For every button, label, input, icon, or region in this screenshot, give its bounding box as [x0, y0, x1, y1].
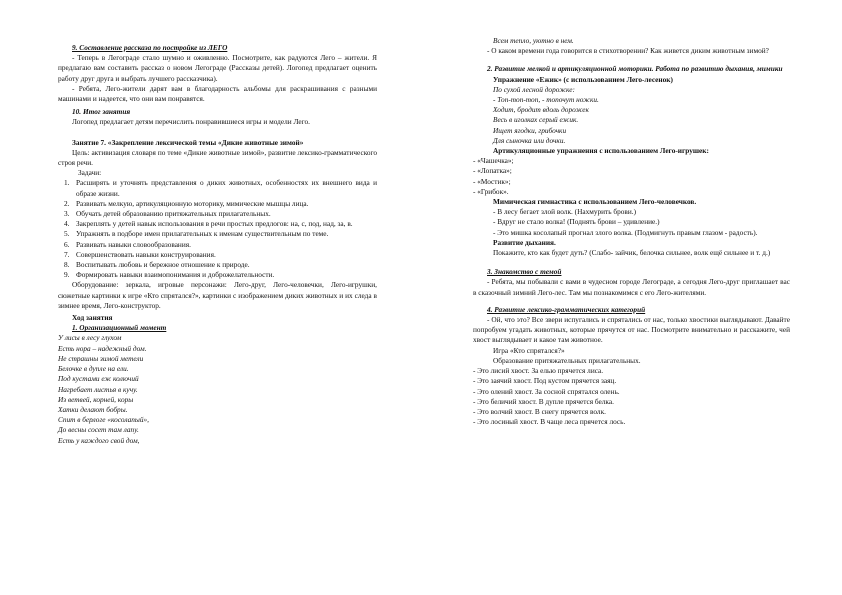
section-3-title: 3. Знакомство с темой: [487, 267, 562, 277]
game-subtitle: Образование притяжательных прилагательных.: [493, 355, 641, 365]
poem-line: Нагребает листья в кучу.: [58, 384, 138, 394]
poem-line: Не страшны зимой метели: [58, 353, 144, 363]
section-10-paragraph: Логопед предлагает детям перечислить понравившиеся игры и модели Лего.: [72, 117, 310, 127]
mimic-line-1: - В лесу бегает злой волк. (Нахмурить брови.): [493, 207, 637, 217]
right-column: [473, 36, 790, 427]
hedgehog-poem: [473, 85, 790, 146]
list-item: - Это беличий хвост. В дупле прячется белка.: [473, 396, 614, 406]
mimic-line-2: - Вдруг не стало волка! (Поднять брови – удивление.): [493, 217, 660, 227]
poem-line: По сухой лесной дорожке:: [493, 84, 575, 94]
poem-line: Ходит, бродит вдоль дорожек: [493, 105, 589, 115]
breath-label: Развитие дыхания.: [493, 237, 556, 247]
course-label: Ход занятия: [72, 313, 113, 323]
poem-line: Под кустами еж колючий: [58, 374, 139, 384]
section-4-title: 4. Развитие лексико-грамматических категорий: [487, 304, 646, 314]
lesson-goal: Цель: активизация словаря по теме «Дикие животные зимой», развитие лексико-грамматического строя речи.: [58, 147, 377, 168]
list-item: 7. Совершенствовать навыки конструирования.: [64, 249, 216, 259]
list-item: 6. Развивать навыки словообразования.: [64, 239, 191, 249]
poem-line: Есть нора – надежный дом.: [58, 343, 147, 353]
list-item: 2. Развивать мелкую, артикуляционную моторику, мимические мышцы лица.: [64, 198, 309, 208]
list-item: - «Чашечка»;: [473, 156, 514, 166]
list-item: 3. Обучать детей образованию притяжательных прилагательных.: [64, 209, 271, 219]
poem-line: Есть у каждого свой дом,: [58, 435, 140, 445]
poem-line: - Топ-топ-топ, - топочут ножки.: [493, 95, 599, 105]
section-2-title: 2. Развитие мелкой и артикуляционной моторики. Работа по развитию дыхания, мимики: [487, 64, 783, 74]
section-9-paragraph-2: - Ребята, Лего-жители дарят вам в благодарность альбомы для раскрашивания с разными машинами и надеется, что они вам понравятся.: [58, 83, 377, 104]
list-item: - Это лосиный хвост. В чаще леса прячется лось.: [473, 417, 626, 427]
list-item: - «Лопатка»;: [473, 166, 512, 176]
section-4-paragraph: - Ой, что это? Все звери испугались и спрятались от нас, только хвостики выглядывают. Давайте попробуем угадать животных, которые прячутся от нас. Посмотрите внимательно и расскажите, чей хвост выглядывает и какое там животное.: [473, 315, 790, 345]
list-item: - «Мостик»;: [473, 176, 511, 186]
list-item: 1. Расширять и уточнять представления о диких животных, особенностях их внешнего вида и образе жизни.: [64, 178, 377, 198]
game-title: Игра «Кто спрятался?»: [493, 345, 565, 355]
exercise-1-label: Упражнение «Ежик» (с использованием Лего-лесенок): [493, 74, 673, 84]
section-3-paragraph: - Ребята, мы побывали с вами в чудесном городе Легограде, а сегодня Лего-друг приглашает вас в сказочный зимний Лего-лес. Там мы познакомимся с его Лего-жителями.: [473, 277, 790, 297]
mimic-line-3: - Это мишка косолапый прогнал злого волка. (Подмигнуть правым глазом - радость).: [493, 227, 758, 237]
poem-line: До весны сосет там лапу.: [58, 425, 139, 435]
poem-line: Для сыночка или дочки.: [493, 135, 566, 145]
poem-line: Спит в берлоге «косолапый»,: [58, 415, 149, 425]
poem-line: Ищет ягодки, грибочки: [493, 125, 567, 135]
section-9-title: 9. Составление рассказа по постройке из ЛЕГО: [72, 43, 228, 52]
poem-line: Хатки делают бобры.: [58, 404, 128, 414]
list-item: 8. Воспитывать любовь и бережное отношение к природе.: [64, 260, 250, 270]
poem: [58, 333, 377, 445]
list-item: 4. Закреплять у детей навык использования в речи простых предлогов: на, с, под, над, за, в.: [64, 219, 353, 229]
poem-line: Белочке в дупле на ели.: [58, 364, 129, 374]
section-9-paragraph-1: - Теперь в Легограде стало шумно и оживленно. Посмотрите, как радуются Лего – жители. Я предлагаю вам составить рассказ о новом Легограде (Рассказы детей). Логопед предлагает оценить работу друг друга и выбрать лучшего рассказчика).: [58, 53, 377, 83]
poem-line: У лисы в лесу глухом: [58, 333, 122, 343]
poem-line: Из ветвей, корней, коры: [58, 394, 134, 404]
list-item: - Это заячий хвост. Под кустом прячется заяц.: [473, 376, 617, 386]
org-moment-title: 1. Организационный момент: [72, 323, 167, 333]
artic-label: Артикуляционные упражнения с использованием Лего-игрушек:: [493, 146, 709, 156]
lesson-title: Занятие 7. «Закрепление лексической темы «Дикие животные зимой»: [72, 137, 304, 147]
question-1: - О каком времени года говорится в стихотворении? Как живется диким животным зимой?: [487, 46, 769, 56]
list-item: - Это олений хвост. За сосной спрятался олень.: [473, 386, 620, 396]
list-item: - «Грибок».: [473, 186, 509, 196]
section-10-title: 10. Итог занятия: [72, 107, 131, 117]
list-item: - Это лисий хвост. За елью прячется лиса.: [473, 366, 604, 376]
breath-paragraph: Покажите, кто как будет дуть? (Слабо- зайчик, белочка сильнее, волк ещё сильнее и т. д.): [493, 248, 771, 258]
mimic-label: Мимическая гимнастика с использованием Лего-человечков.: [493, 197, 697, 207]
tasks-label: Задачи:: [78, 168, 102, 178]
list-item: - Это волчий хвост. В снегу прячется волк.: [473, 406, 606, 416]
equipment-paragraph: Оборудование: зеркала, игровые персонажи: Лего-друг, Лего-человечки, Лего-игрушки, сюжетные картинки к игре «Кто спрятался?», картинки с изображением диких животных и их следа в зимнее время, Лего-конструктор.: [58, 280, 377, 310]
list-item: 5. Упражнять в подборе имен прилагательных к именам существительным по теме.: [64, 229, 329, 239]
poem-end: Всем тепло, уютно в нем.: [493, 36, 574, 45]
poem-line: Весь в иголках серый ежик.: [493, 115, 579, 125]
tasks-list: [58, 178, 377, 280]
left-column: [58, 43, 377, 446]
list-item: 9. Формировать навыки взаимопонимания и доброжелательности.: [64, 270, 275, 280]
